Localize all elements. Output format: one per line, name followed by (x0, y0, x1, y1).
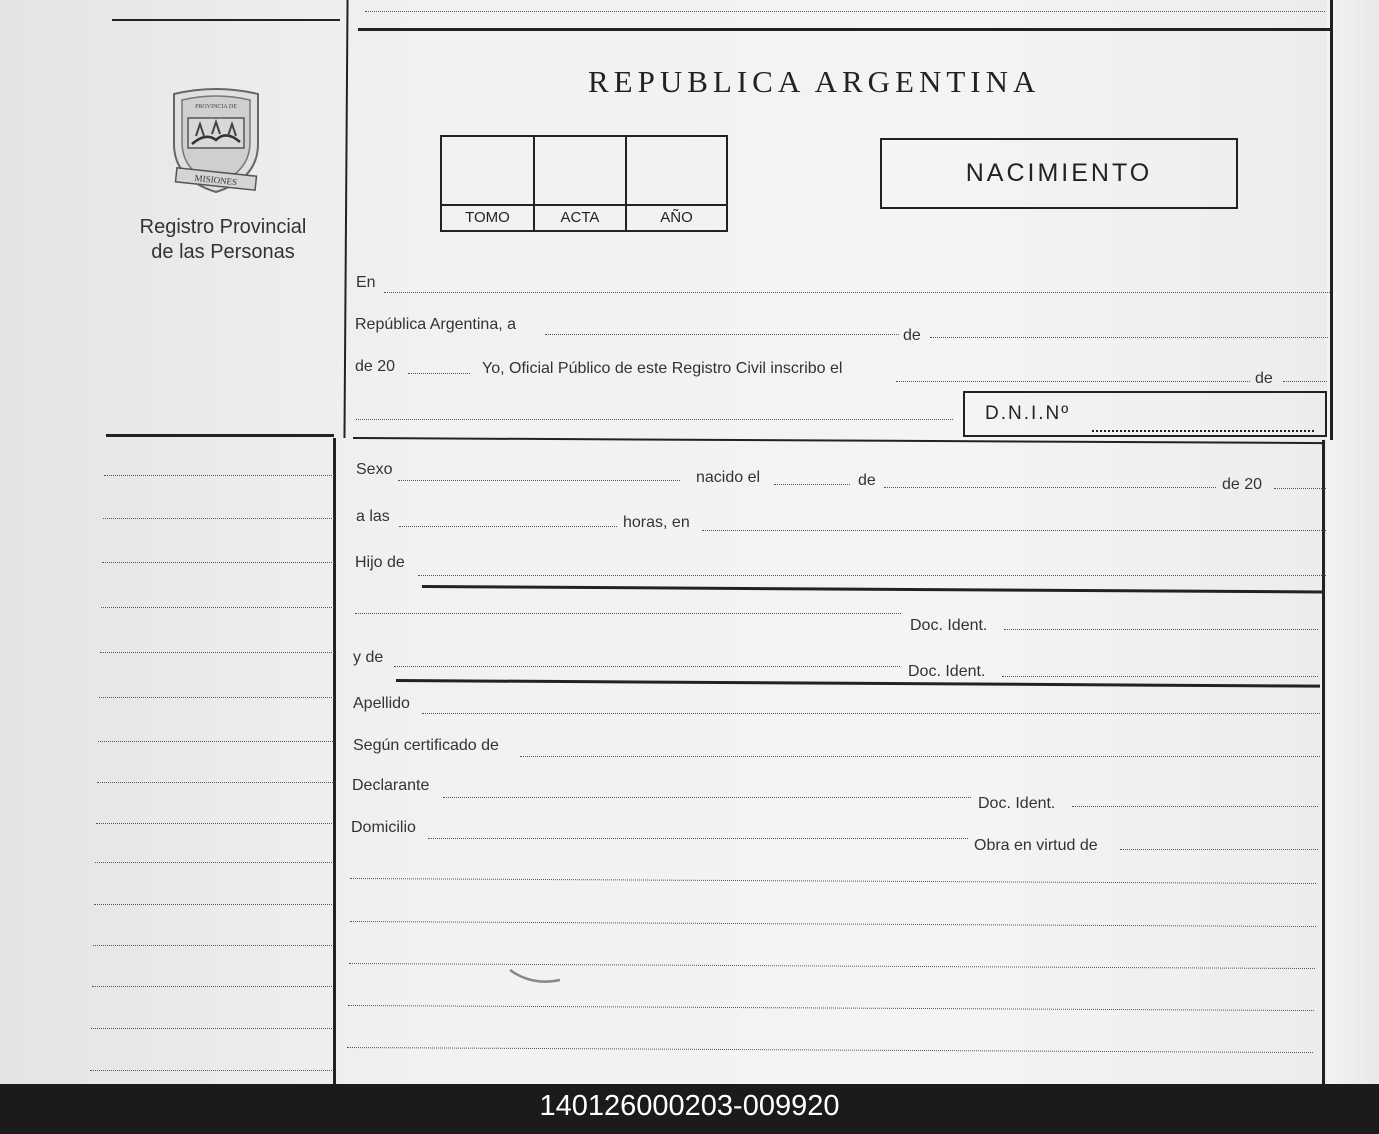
dni-label: D.N.I.Nº (985, 403, 1071, 424)
tomo-value-cell[interactable] (442, 137, 535, 205)
provincial-seal-icon (166, 84, 266, 196)
anio-value-cell[interactable] (627, 137, 726, 205)
field-inscribo-mes[interactable] (1283, 381, 1327, 382)
margin-line (98, 741, 333, 742)
label-republica: República Argentina, a (355, 316, 516, 333)
label-nacido: nacido el (696, 469, 761, 486)
blank-line[interactable] (350, 921, 1316, 927)
act-type-box: NACIMIENTO (880, 138, 1238, 209)
margin-line (91, 1028, 332, 1029)
label-yo-oficial: Yo, Oficial Público de este Registro Civil inscribo el (482, 360, 843, 377)
label-declarante: Declarante (352, 777, 430, 794)
field-certificado[interactable] (520, 756, 1320, 757)
field-obra-en-virtud[interactable] (1120, 849, 1318, 850)
field-en[interactable] (384, 292, 1330, 293)
column-divider-lower (333, 438, 336, 1084)
page-title: REPUBLICA ARGENTINA (588, 64, 1041, 99)
field-nombre[interactable] (356, 419, 953, 420)
label-horas-en: horas, en (623, 514, 690, 531)
left-margin-rule (106, 434, 334, 437)
label-de-2: de (1255, 370, 1273, 387)
blank-line[interactable] (348, 1005, 1314, 1011)
label-obra-en-virtud: Obra en virtud de (974, 837, 1098, 854)
field-apellido[interactable] (422, 713, 1320, 714)
field-domicilio[interactable] (428, 838, 968, 839)
field-nacido-mes[interactable] (884, 487, 1216, 488)
registry-line-2: de las Personas (151, 241, 295, 263)
field-inscribo[interactable] (896, 381, 1250, 382)
field-nacido-dia[interactable] (774, 484, 850, 485)
field-lugar[interactable] (702, 530, 1326, 531)
blank-line[interactable] (350, 878, 1316, 884)
field-anio[interactable] (408, 373, 470, 374)
seal-text-top: PROVINCIA DE (195, 104, 237, 110)
label-sexo: Sexo (356, 461, 393, 478)
acta-label: ACTA (535, 206, 627, 232)
margin-line (104, 475, 334, 476)
field-hora[interactable] (399, 526, 617, 527)
margin-line (93, 945, 332, 946)
reference-table (440, 135, 728, 232)
field-doc-ident-1[interactable] (1004, 629, 1318, 630)
field-mes[interactable] (930, 337, 1328, 338)
top-rule-left (112, 19, 340, 21)
margin-line (100, 652, 334, 653)
anio-label: AÑO (660, 209, 693, 226)
label-domicilio: Domicilio (351, 819, 416, 836)
margin-line (90, 1070, 332, 1071)
dni-field[interactable] (1092, 430, 1314, 432)
label-apellido: Apellido (353, 695, 410, 712)
page-edge (1327, 0, 1379, 1084)
label-de-20: de 20 (355, 358, 396, 375)
label-a-las: a las (356, 508, 390, 525)
margin-line (95, 862, 332, 863)
margin-line (96, 823, 332, 824)
blank-line[interactable] (349, 963, 1315, 969)
column-divider-upper (343, 0, 348, 438)
margin-line (97, 782, 333, 783)
right-border-upper (1330, 0, 1333, 440)
tomo-label: TOMO (442, 206, 535, 232)
acta-value-cell[interactable] (535, 137, 627, 205)
label-doc-ident-3: Doc. Ident. (978, 795, 1056, 812)
label-de-1: de (903, 327, 921, 344)
margin-line (94, 904, 332, 905)
field-doc-ident-3[interactable] (1072, 806, 1318, 807)
registry-name (118, 215, 328, 265)
margin-line (103, 518, 334, 519)
section-rule (353, 437, 1325, 444)
parent-rule-1 (422, 585, 1322, 593)
field-hijo-de[interactable] (418, 575, 1326, 576)
field-sexo[interactable] (398, 480, 680, 481)
field-y-de[interactable] (394, 666, 900, 667)
field-doc-ident-2[interactable] (1002, 676, 1318, 677)
document-id-footer: 140126000203-009920 (0, 1084, 1379, 1134)
margin-line (99, 697, 334, 698)
label-hijo-de: Hijo de (355, 554, 405, 571)
field-nacido-anio[interactable] (1274, 488, 1326, 489)
label-y-de: y de (353, 649, 384, 666)
label-segun-certificado: Según certificado de (353, 737, 499, 754)
field-padre[interactable] (355, 613, 901, 614)
field-dia[interactable] (545, 334, 899, 335)
margin-line (92, 986, 332, 987)
top-dotted-line (365, 11, 1325, 12)
registry-line-1: Registro Provincial (139, 216, 307, 238)
pen-mark-icon (508, 966, 564, 990)
label-en: En (356, 274, 376, 291)
blank-line[interactable] (347, 1047, 1313, 1053)
label-de-20b: de 20 (1222, 476, 1263, 493)
field-declarante[interactable] (443, 797, 971, 798)
label-doc-ident-2: Doc. Ident. (908, 663, 986, 680)
right-border-lower (1322, 440, 1325, 1084)
top-rule-main (358, 28, 1333, 31)
margin-line (102, 562, 334, 563)
label-doc-ident-1: Doc. Ident. (910, 617, 988, 634)
label-de-3: de (858, 472, 876, 489)
margin-line (101, 607, 334, 608)
seal-text-bottom: MISIONES (194, 172, 238, 188)
parent-rule-2 (396, 679, 1320, 688)
